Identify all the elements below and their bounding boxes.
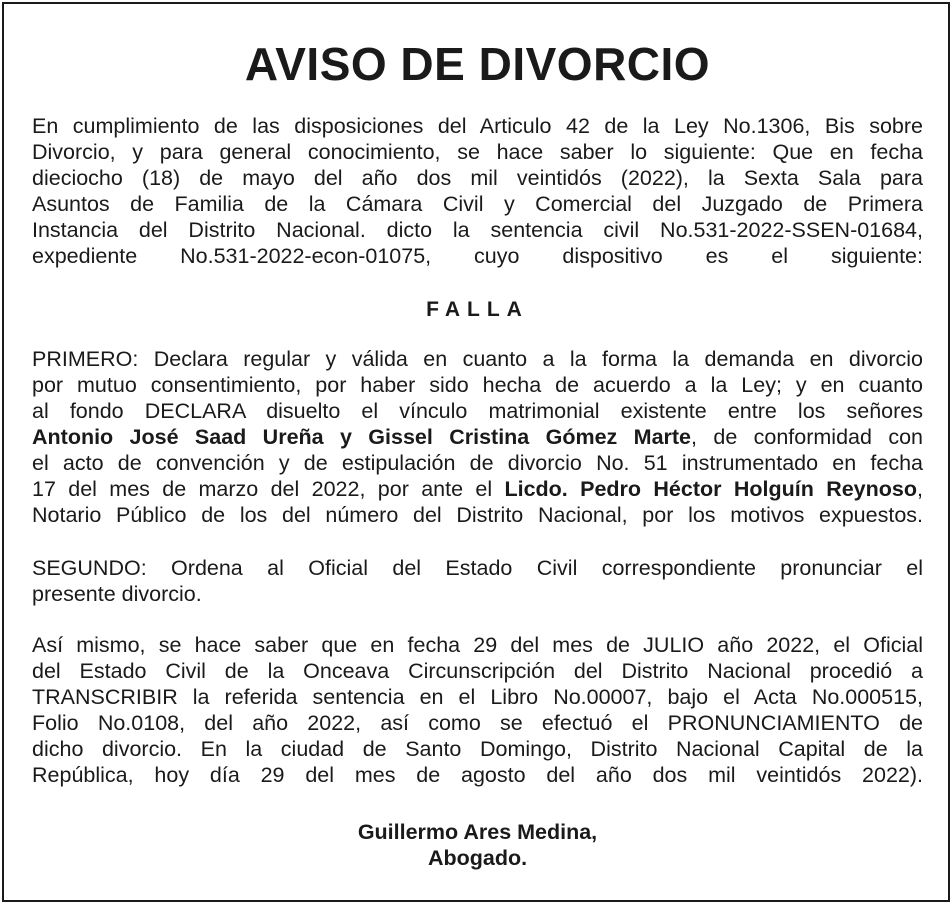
primero-line bbox=[32, 424, 923, 450]
final-paragraph bbox=[32, 632, 923, 788]
primero-line-pre: 17 del mes de marzo del 2022, por ante el bbox=[32, 477, 505, 501]
segundo-line: presente divorcio. bbox=[32, 582, 202, 606]
signature-name: Guillermo Ares Medina, bbox=[357, 820, 598, 844]
primero-line: por mutuo consentimiento, por haber sido hecha de acuerdo a la Ley; y en cuanto bbox=[32, 373, 923, 397]
intro-line: expediente No.531-2022-econ-01075, cuyo dispositivo es el siguiente: bbox=[32, 244, 923, 268]
primero-line: Notario Público de los del número del Distrito Nacional, por los motivos expuestos. bbox=[32, 503, 923, 527]
final-line: TRANSCRIBIR la referida sentencia en el Libro No.00007, bajo el Acta No.000515, bbox=[32, 685, 923, 709]
notary-name: Licdo. Pedro Héctor Holguín Reynoso bbox=[504, 477, 917, 501]
intro-line: dieciocho (18) de mayo del año dos mil veintidós (2022), la Sexta Sala para bbox=[32, 166, 923, 190]
final-line: Así mismo, se hace saber que en fecha 29 del mes de JULIO año 2022, el Oficial bbox=[32, 633, 923, 657]
primero-line-rest: , de conformidad con bbox=[691, 425, 923, 449]
intro-line: En cumplimiento de las disposiciones del Articulo 42 de la Ley No.1306, Bis sobre bbox=[32, 114, 923, 138]
segundo-paragraph bbox=[32, 555, 923, 607]
primero-line: PRIMERO: Declara regular y válida en cuanto a la forma la demanda en divorcio bbox=[32, 347, 923, 371]
intro-line: Divorcio, y para general conocimiento, se hace saber lo siguiente: Que en fecha bbox=[32, 140, 923, 164]
notice-title: AVISO DE DIVORCIO bbox=[244, 38, 711, 90]
primero-line: al fondo DECLARA disuelto el vínculo matrimonial existente entre los señores bbox=[32, 399, 923, 423]
final-line: del Estado Civil de la Onceava Circunscripción del Distrito Nacional procedió a bbox=[32, 659, 923, 683]
primero-paragraph bbox=[32, 346, 923, 528]
final-line: dicho divorcio. En la ciudad de Santo Domingo, Distrito Nacional Capital de la bbox=[32, 737, 923, 761]
signature-role: Abogado. bbox=[427, 846, 528, 870]
primero-line: el acto de convención y de estipulación de divorcio No. 51 instrumentado en fecha bbox=[32, 451, 923, 475]
falla-heading: FALLA bbox=[426, 298, 529, 321]
intro-line: Instancia del Distrito Nacional. dicto la sentencia civil No.531-2022-SSEN-01684, bbox=[32, 218, 923, 242]
intro-line: Asuntos de Familia de la Cámara Civil y Comercial del Juzgado de Primera bbox=[32, 192, 923, 216]
intro-paragraph bbox=[32, 113, 923, 269]
final-line: Folio No.0108, del año 2022, así como se efectuó el PRONUNCIAMIENTO de bbox=[32, 711, 923, 735]
primero-line bbox=[32, 476, 923, 502]
spouses-names: Antonio José Saad Ureña y Gissel Cristina Gómez Marte bbox=[32, 425, 692, 449]
segundo-line: SEGUNDO: Ordena al Oficial del Estado Civil correspondiente pronunciar el bbox=[32, 556, 923, 580]
primero-line-post: , bbox=[917, 477, 923, 501]
final-line: República, hoy día 29 del mes de agosto del año dos mil veintidós 2022). bbox=[32, 763, 923, 787]
notice-frame bbox=[2, 2, 950, 902]
